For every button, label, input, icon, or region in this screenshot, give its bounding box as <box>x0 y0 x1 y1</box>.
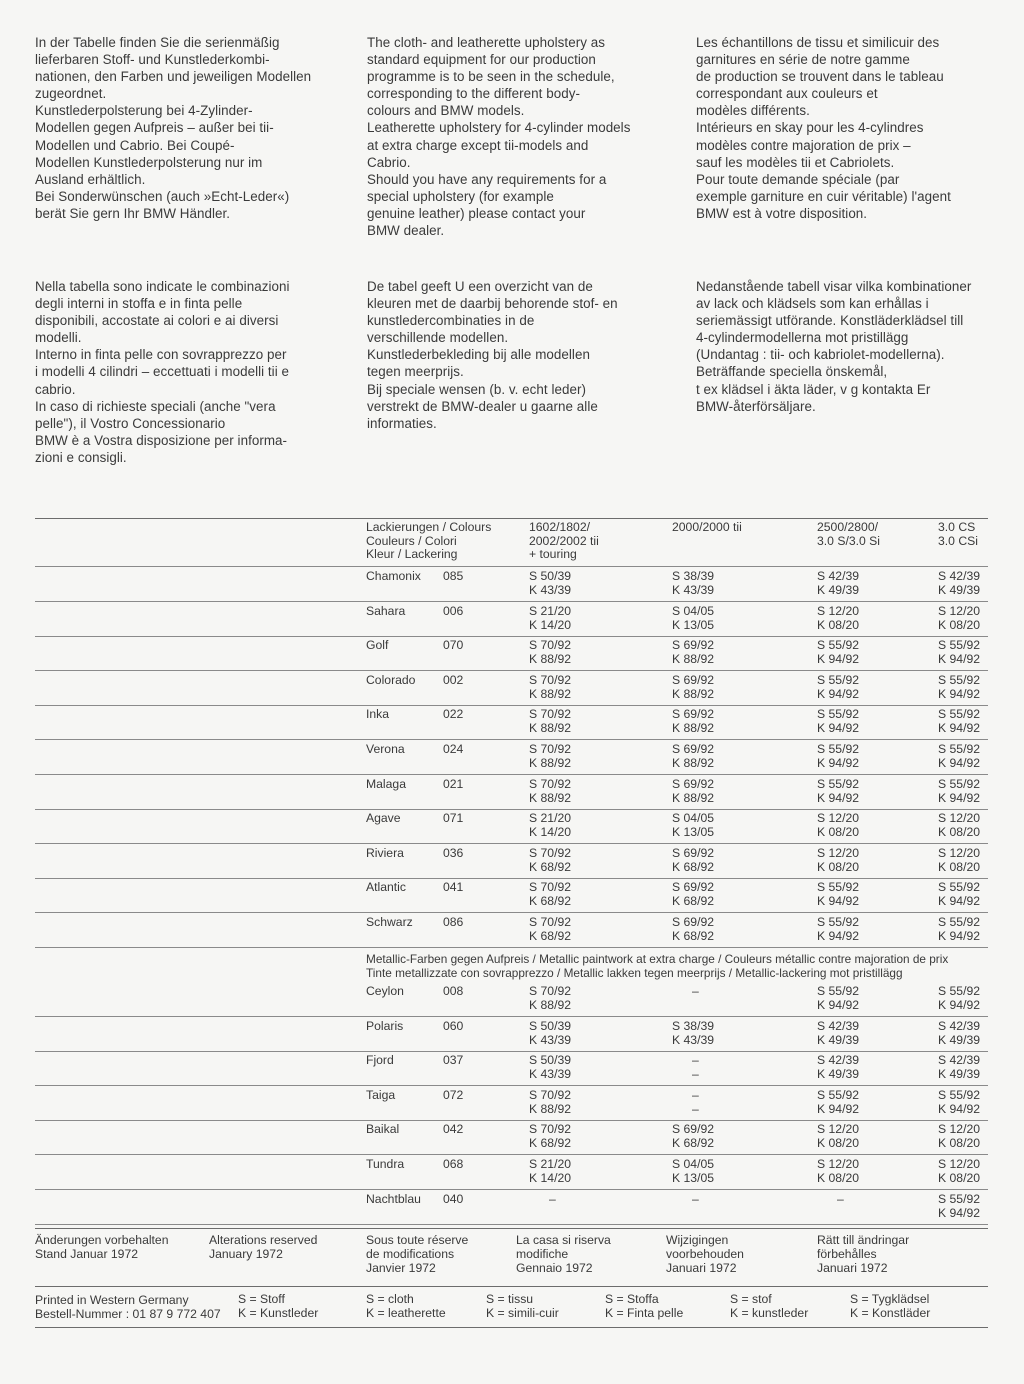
intro-italian: Nella tabella sono indicate le combinazioni degli interni in stoffa e in finta pelle disponibili, accostate ai colori e ai diversi modelli. Interno in finta pelle con sovrapprezzo per i modelli 4 cilindri – eccettuati i modelli tii e cabrio. In caso di richieste speciali (anche "vera pelle"), il Vostro Concessionario BMW è a Vostra disposizione per informa- zioni e consigli. <box>35 279 290 465</box>
upholstery-code-cell: S 42/39 K 49/39 <box>938 1019 981 1047</box>
metallic-row-rule <box>35 1051 988 1052</box>
upholstery-code-cell: S 50/39 K 43/39 <box>529 1019 572 1047</box>
intro-dutch: De tabel geeft U een overzicht van de kleuren met de daarbij behorende stof- en kunstledercombinaties in de verschillende modellen. Kunstlederbekleding bij alle modellen tegen meerprijs. Bij speciale wensen (b. v. echt leder) verstrekt de BMW-dealer u gaarne alle informaties. <box>367 279 618 431</box>
upholstery-code-cell: S 42/39 K 49/39 <box>817 1019 860 1047</box>
note-sv: Rätt till ändringar förbehålles Januari 1972 <box>817 1233 910 1276</box>
upholstery-code-cell: S 70/92 K 68/92 <box>529 880 572 908</box>
standard-row-rule <box>35 636 988 637</box>
colour-code: 042 <box>443 1122 464 1136</box>
table-top-rule <box>35 518 988 519</box>
legend-fr: S = tissu K = simili-cuir <box>486 1292 559 1321</box>
colour-name: Ceylon <box>366 984 404 998</box>
upholstery-code-cell: S 21/20 K 14/20 <box>529 1157 572 1185</box>
upholstery-code-cell: S 69/92 K 88/92 <box>672 673 715 701</box>
colour-code: 036 <box>443 846 464 860</box>
metallic-row-rule <box>35 1120 988 1121</box>
model-header-1602: 1602/1802/ 2002/2002 tii + touring <box>529 520 599 562</box>
colour-code: 022 <box>443 707 464 721</box>
upholstery-code-cell: S 12/20 K 08/20 <box>817 1157 860 1185</box>
upholstery-code-cell: S 55/92 K 94/92 <box>817 673 860 701</box>
note-en: Alterations reserved January 1972 <box>209 1233 318 1262</box>
upholstery-code-cell: S 55/92 K 94/92 <box>938 707 981 735</box>
header-rule <box>35 566 988 567</box>
upholstery-code-cell: S 12/20 K 08/20 <box>817 1122 860 1150</box>
model-header-2000: 2000/2000 tii <box>672 520 742 534</box>
colour-name: Atlantic <box>366 880 406 894</box>
metallic-row-rule <box>35 1085 988 1086</box>
upholstery-code-cell: S 69/92 K 88/92 <box>672 742 715 770</box>
upholstery-code-cell: S 69/92 K 68/92 <box>672 1122 715 1150</box>
colour-code: 072 <box>443 1088 464 1102</box>
standard-row-rule <box>35 878 988 879</box>
upholstery-code-cell: S 12/20 K 08/20 <box>938 1122 981 1150</box>
colour-code: 008 <box>443 984 464 998</box>
upholstery-code-cell: S 55/92 K 94/92 <box>938 638 981 666</box>
upholstery-code-cell: – <box>549 1192 556 1206</box>
metallic-row-rule <box>35 1154 988 1155</box>
upholstery-code-cell: S 12/20 K 08/20 <box>938 604 981 632</box>
upholstery-code-cell: S 55/92 K 94/92 <box>938 915 981 943</box>
upholstery-code-cell: S 55/92 K 94/92 <box>938 777 981 805</box>
colour-name: Agave <box>366 811 401 825</box>
colour-code: 085 <box>443 569 464 583</box>
upholstery-code-cell: S 42/39 K 49/39 <box>817 569 860 597</box>
upholstery-code-cell: S 70/92 K 88/92 <box>529 1088 572 1116</box>
upholstery-code-cell: S 70/92 K 88/92 <box>529 984 572 1012</box>
standard-row-rule <box>35 947 988 948</box>
colour-name: Riviera <box>366 846 404 860</box>
colour-name: Schwarz <box>366 915 413 929</box>
upholstery-code-cell: – – <box>692 1053 699 1081</box>
colour-code: 040 <box>443 1192 464 1206</box>
legend-it: S = Stoffa K = Finta pelle <box>605 1292 684 1321</box>
upholstery-code-cell: S 21/20 K 14/20 <box>529 811 572 839</box>
upholstery-code-cell: S 55/92 K 94/92 <box>938 742 981 770</box>
note-it: La casa si riserva modifiche Gennaio 1972 <box>516 1233 611 1276</box>
standard-row-rule <box>35 774 988 775</box>
upholstery-code-cell: S 70/92 K 68/92 <box>529 915 572 943</box>
upholstery-code-cell: S 55/92 K 94/92 <box>938 673 981 701</box>
upholstery-code-cell: S 12/20 K 08/20 <box>938 811 981 839</box>
colour-name: Nachtblau <box>366 1192 421 1206</box>
standard-row-rule <box>35 670 988 671</box>
colour-name: Sahara <box>366 604 406 618</box>
upholstery-code-cell: S 12/20 K 08/20 <box>817 604 860 632</box>
upholstery-code-cell: S 55/92 K 94/92 <box>817 1088 860 1116</box>
upholstery-code-cell: – <box>837 1192 844 1206</box>
standard-row-rule <box>35 601 988 602</box>
printed-order-number: Printed in Western Germany Bestell-Nummer : 01 87 9 772 407 <box>35 1293 221 1322</box>
upholstery-code-cell: S 55/92 K 94/92 <box>817 638 860 666</box>
upholstery-code-cell: S 55/92 K 94/92 <box>817 742 860 770</box>
colour-code: 021 <box>443 777 464 791</box>
legend-sv: S = Tygklädsel K = Konstläder <box>850 1292 931 1321</box>
colour-code: 024 <box>443 742 464 756</box>
upholstery-code-cell: S 69/92 K 68/92 <box>672 915 715 943</box>
colour-name: Fjord <box>366 1053 394 1067</box>
upholstery-code-cell: S 04/05 K 13/05 <box>672 1157 715 1185</box>
upholstery-code-cell: S 12/20 K 08/20 <box>817 846 860 874</box>
upholstery-code-cell: S 70/92 K 68/92 <box>529 846 572 874</box>
standard-row-rule <box>35 843 988 844</box>
upholstery-code-cell: S 38/39 K 43/39 <box>672 569 715 597</box>
upholstery-code-cell: S 55/92 K 94/92 <box>817 880 860 908</box>
colour-code: 002 <box>443 673 464 687</box>
model-header-2500: 2500/2800/ 3.0 S/3.0 Si <box>817 520 881 548</box>
standard-row-rule <box>35 705 988 706</box>
upholstery-code-cell: S 70/92 K 88/92 <box>529 707 572 735</box>
bottom-rule <box>35 1327 988 1328</box>
colour-name: Golf <box>366 638 389 652</box>
metallic-row-rule <box>35 1016 988 1017</box>
note-de: Änderungen vorbehalten Stand Januar 1972 <box>35 1233 169 1262</box>
upholstery-code-cell: S 69/92 K 68/92 <box>672 880 715 908</box>
upholstery-code-cell: S 55/92 K 94/92 <box>817 984 860 1012</box>
upholstery-code-cell: S 69/92 K 88/92 <box>672 638 715 666</box>
colour-code: 006 <box>443 604 464 618</box>
upholstery-code-cell: – <box>692 984 699 998</box>
upholstery-code-cell: S 04/05 K 13/05 <box>672 811 715 839</box>
upholstery-code-cell: S 50/39 K 43/39 <box>529 569 572 597</box>
upholstery-code-cell: S 42/39 K 49/39 <box>817 1053 860 1081</box>
colour-code: 071 <box>443 811 464 825</box>
note-nl: Wijzigingen voorbehouden Januari 1972 <box>666 1233 744 1276</box>
upholstery-code-cell: S 70/92 K 88/92 <box>529 673 572 701</box>
colour-code: 086 <box>443 915 464 929</box>
model-header-30cs: 3.0 CS 3.0 CSi <box>938 520 978 548</box>
upholstery-code-cell: – <box>692 1192 699 1206</box>
colour-name: Verona <box>366 742 405 756</box>
upholstery-code-cell: S 69/92 K 68/92 <box>672 846 715 874</box>
colour-code: 068 <box>443 1157 464 1171</box>
upholstery-code-cell: S 70/92 K 68/92 <box>529 1122 572 1150</box>
colour-name: Polaris <box>366 1019 404 1033</box>
metallic-note: Metallic-Farben gegen Aufpreis / Metallic paintwork at extra charge / Couleurs métallic contre majoration de prix Tinte metallizzate con sovrapprezzo / Metallic lakken tegen meerprijs / Metallic-lackering mot pristillägg <box>366 952 949 980</box>
upholstery-code-cell: S 55/92 K 94/92 <box>817 915 860 943</box>
upholstery-code-cell: S 55/92 K 94/92 <box>817 777 860 805</box>
colour-name: Malaga <box>366 777 406 791</box>
colour-name: Inka <box>366 707 390 721</box>
legend-de: S = Stoff K = Kunstleder <box>238 1292 319 1321</box>
colour-name: Chamonix <box>366 569 421 583</box>
intro-swedish: Nedanstående tabell visar vilka kombinationer av lack och klädsels som kan erhållas i seriemässigt utförande. Konstläderklädsel till 4-cylindermodellerna mot pristillägg (Undantag : tii- och kabriolet-modellerna). Beträffande speciella önskemål, t ex klädsel i äkta läder, v g kontakta Er BMW-återförsäljare. <box>696 279 972 414</box>
upholstery-code-cell: S 69/92 K 88/92 <box>672 707 715 735</box>
colour-name: Baikal <box>366 1122 400 1136</box>
intro-german: In der Tabelle finden Sie die serienmäßig lieferbaren Stoff- und Kunstlederkombi- nationen, den Farben und jeweiligen Modellen zugeordnet. Kunstlederpolsterung bei 4-Zylinder- Modellen gegen Aufpreis – außer bei tii- Modellen und Cabrio. Bei Coupé- Modellen Kunstlederpolsterung nur im Ausland erhältlich. Bei Sonderwünschen (auch »Echt-Leder«) berät Sie gern Ihr BMW Händler. <box>35 35 312 221</box>
upholstery-code-cell: S 55/92 K 94/92 <box>938 984 981 1012</box>
colours-header: Lackierungen / Colours Couleurs / Colori Kleur / Lackering <box>366 520 492 562</box>
intro-french: Les échantillons de tissu et similicuir des garnitures en série de notre gamme de production se trouvent dans le tableau correspondant aux couleurs et modèles différents. Intérieurs en skay pour les 4-cylindres modèles contre majoration de prix – sauf les modèles tii et Cabriolets. Pour toute demande spéciale (par exemple garniture en cuir véritable) l'agent BMW est à votre disposition. <box>696 35 951 221</box>
upholstery-code-cell: S 55/92 K 94/92 <box>817 707 860 735</box>
colour-name: Taiga <box>366 1088 396 1102</box>
upholstery-code-cell: S 55/92 K 94/92 <box>938 880 981 908</box>
colour-code: 070 <box>443 638 464 652</box>
upholstery-code-cell: S 55/92 K 94/92 <box>938 1088 981 1116</box>
intro-english: The cloth- and leatherette upholstery as standard equipment for our production programme is to be seen in the schedule, corresponding to the different body- colours and BMW models. Leatherette upholstery for 4-cylinder models at extra charge except tii-models and Cabrio. Should you have any requirements for a special upholstery (for example genuine leather) please contact your BMW dealer. <box>367 35 631 239</box>
metallic-row-rule <box>35 1189 988 1190</box>
legend-rule <box>35 1286 988 1287</box>
standard-row-rule <box>35 912 988 913</box>
upholstery-code-cell: S 21/20 K 14/20 <box>529 604 572 632</box>
upholstery-code-cell: S 42/39 K 49/39 <box>938 569 981 597</box>
upholstery-code-cell: S 70/92 K 88/92 <box>529 638 572 666</box>
upholstery-code-cell: S 55/92 K 94/92 <box>938 1192 981 1220</box>
upholstery-code-cell: S 70/92 K 88/92 <box>529 742 572 770</box>
upholstery-code-cell: – – <box>692 1088 699 1116</box>
colour-name: Colorado <box>366 673 416 687</box>
upholstery-code-cell: S 42/39 K 49/39 <box>938 1053 981 1081</box>
colour-name: Tundra <box>366 1157 405 1171</box>
upholstery-code-cell: S 70/92 K 88/92 <box>529 777 572 805</box>
upholstery-code-cell: S 38/39 K 43/39 <box>672 1019 715 1047</box>
upholstery-code-cell: S 04/05 K 13/05 <box>672 604 715 632</box>
upholstery-code-cell: S 12/20 K 08/20 <box>938 1157 981 1185</box>
legend-en: S = cloth K = leatherette <box>366 1292 446 1321</box>
standard-row-rule <box>35 739 988 740</box>
upholstery-code-cell: S 69/92 K 88/92 <box>672 777 715 805</box>
metallic-row-rule <box>35 1224 988 1225</box>
upholstery-code-cell: S 50/39 K 43/39 <box>529 1053 572 1081</box>
colour-code: 060 <box>443 1019 464 1033</box>
colour-code: 037 <box>443 1053 464 1067</box>
upholstery-code-cell: S 12/20 K 08/20 <box>938 846 981 874</box>
legend-nl: S = stof K = kunstleder <box>730 1292 809 1321</box>
notes-rule <box>35 1228 988 1229</box>
note-fr: Sous toute réserve de modifications Janvier 1972 <box>366 1233 469 1276</box>
standard-row-rule <box>35 809 988 810</box>
upholstery-code-cell: S 12/20 K 08/20 <box>817 811 860 839</box>
colour-code: 041 <box>443 880 464 894</box>
